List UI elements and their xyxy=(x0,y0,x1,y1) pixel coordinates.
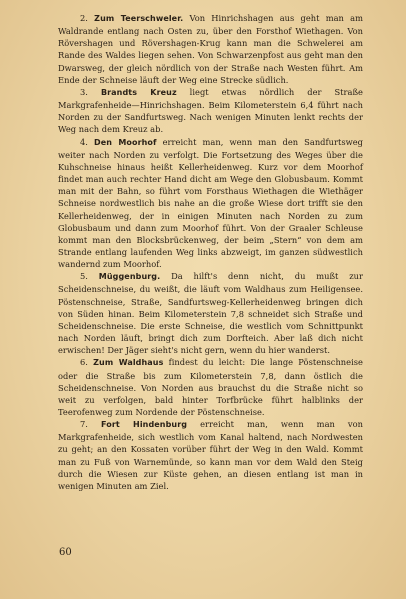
section-number: 2. xyxy=(80,13,88,23)
section-number: 5. xyxy=(80,271,88,282)
section-text: erreicht man, wenn man den Sandfurtsweg weiter nach Norden zu verfolgt. Die Fortsetzung des Weges über die Kuhschneise hinaus heißt Kellerheidenweg. Kurz vor dem Moorhof findet man auch rechter Hand dicht am Wege den Globusbaum. Kommt man mit der Bahn, so führt vom Forsthaus Wiethagen die Wiethäger Schneise nordwestlich bis nahe an die große Wiese dort trifft sie den Kellerheidenweg, der in einigen Minuten nach Norden zu zum Globusbaum und dann zum Moorhof führt. Von der Graaler Schleuse kommt man den Blocksbrückenweg, der beim „Stern“ von dem am Strande entlang laufenden Weg links abzweigt, im ganzen südwestlich wandernd zum Moorhof. xyxy=(58,136,363,270)
section-text: liegt etwas nördlich der Straße Markgrafenheide—Hinrichshagen. Beim Kilometerstein 6,4 führt nach Norden zu der Sandfurtsweg. Nach wenigen Minuten lenkt rechts der Weg nach dem Kreuz ab. xyxy=(58,86,363,135)
section-text: Da hilft's denn nicht, du mußt zur Scheidenschneise, du weißt, die läuft vom Waldhaus zum Heiligensee. Pöstenschneise, Straße, Sandfurtsweg-Kellerheidenweg bringen dich von Süden hinan. Beim Kilometerstein 7,8 schneidet sich Straße und Scheidenschneise. Die erste Schneise, die westlich vom Schnittpunkt nach Norden läuft, bringt dich zum Dorfteich. Aber laß dich nicht erwischen! Der Jäger sieht's nicht gern, wenn du hier wanderst. xyxy=(58,271,363,356)
section-heading: Fort Hindenburg xyxy=(100,420,188,430)
section-number: 3. xyxy=(80,86,88,97)
section-2 xyxy=(58,12,363,86)
section-text: Von Hinrichshagen aus geht man am Waldrande entlang nach Osten zu, über den Forsthof Wiethagen. Von Rövershagen und Rövershagen-Krug kann man die Schwelerei am Rande des Waldes liegen sehen. Von Schwarzenpfost aus geht man den Dwarsweg, der gleich nördlich von der Straße nach Westen führt. Am Ende der Schneise läuft der Weg eine Strecke südlich. xyxy=(58,13,363,85)
section-text: findest du leicht: Die lange Pöstenschneise oder die Straße bis zum Kilometerstein 7,8, dann östlich die Scheidenschneise. Von Norden aus brauchst du die Straße nicht so weit zu verfolgen, bald hinter Torfbrücke führt halblinks der Teerofenweg zum Nordende der Pöstenschneise. xyxy=(58,357,363,417)
section-number: 6. xyxy=(80,357,88,368)
section-number: 7. xyxy=(80,419,88,430)
section-heading: Müggenburg. xyxy=(98,272,161,282)
section-number: 4. xyxy=(80,136,88,147)
section-7 xyxy=(58,418,363,492)
section-text: erreicht man, wenn man von Markgrafenheide, sich westlich vom Kanal haltend, nach Nordwesten zu geht; an den Kossaten vorüber führt der Weg in den Wald. Kommt man zu Fuß von Warnemünde, so kann man vor dem Wald den Steig durch die Wiesen zur Küste gehen, an diesen entlang ist man in wenigen Minuten am Ziel. xyxy=(58,419,363,491)
page-number: 60 xyxy=(59,547,72,558)
section-6 xyxy=(58,356,363,418)
section-5 xyxy=(58,270,363,356)
page-text xyxy=(58,12,363,492)
section-3 xyxy=(58,86,363,136)
section-4 xyxy=(58,136,363,271)
section-heading: Zum Waldhaus xyxy=(93,358,164,368)
section-heading: Den Moorhof xyxy=(94,137,157,147)
section-heading: Zum Teerschweler. xyxy=(94,14,184,23)
section-heading: Brandts Kreuz xyxy=(100,87,177,97)
